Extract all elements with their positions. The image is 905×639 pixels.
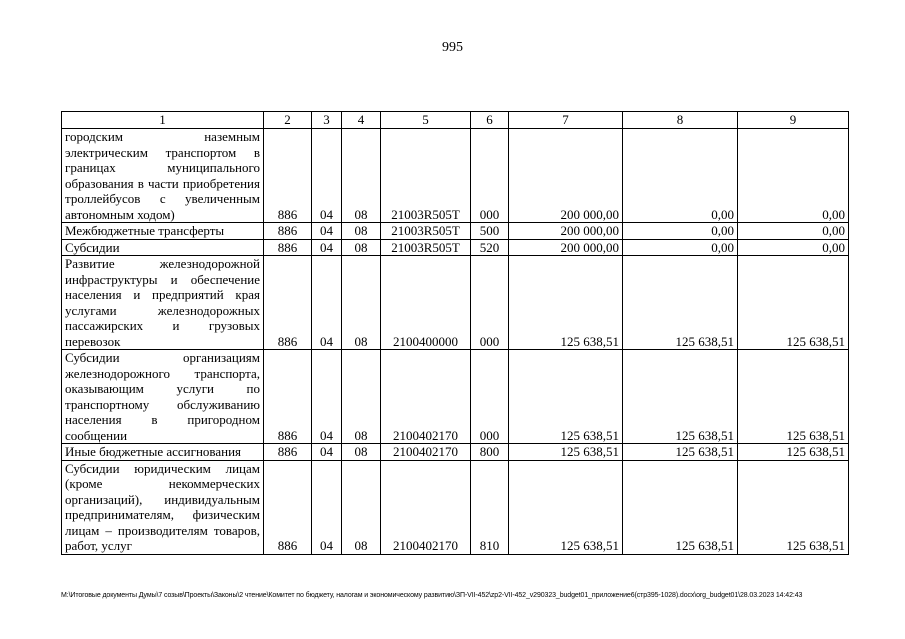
cell-amount-7: 200 000,00 <box>509 223 623 240</box>
column-header: 8 <box>623 112 738 129</box>
cell-amount-7: 200 000,00 <box>509 129 623 223</box>
row-name: Субсидии организациям железнодорожного транспорта, оказывающим услуги по транспортному обслуживанию населения в пригородном сообщении <box>62 350 264 444</box>
cell-target-article: 2100402170 <box>381 350 471 444</box>
cell-ministry: 886 <box>264 350 312 444</box>
cell-section: 04 <box>312 129 342 223</box>
table-row <box>62 350 849 444</box>
row-name: Развитие железнодорожной инфраструктуры и обеспечение населения и предприятий края услугами железнодорожных пассажирских и грузовых перевозок <box>62 256 264 350</box>
cell-subsection: 08 <box>342 350 381 444</box>
cell-target-article: 21003R505T <box>381 223 471 240</box>
cell-amount-7: 125 638,51 <box>509 256 623 350</box>
table-header-row <box>62 112 849 129</box>
column-header: 6 <box>471 112 509 129</box>
column-header: 7 <box>509 112 623 129</box>
cell-amount-9: 125 638,51 <box>738 444 849 461</box>
row-name: Субсидии юридическим лицам (кроме некоммерческих организаций), индивидуальным предпринимателям, физическим лицам – производителям товаров, работ, услуг <box>62 460 264 554</box>
cell-ministry: 886 <box>264 129 312 223</box>
cell-amount-8: 0,00 <box>623 223 738 240</box>
cell-amount-7: 200 000,00 <box>509 239 623 256</box>
cell-amount-8: 125 638,51 <box>623 444 738 461</box>
cell-amount-9: 125 638,51 <box>738 256 849 350</box>
document-footer-path: M:\Итоговые документы Думы\7 созыв\Проекты\Законы\2 чтение\Комитет по бюджету, налогам и экономическому развитию\ЗП-VII-452\zp2-VII-452_v290323_budget01_приложение6(стр395-1028).docx\org_budget01\28.03.2023 14:42:43 <box>61 592 803 599</box>
table-row <box>62 256 849 350</box>
column-header: 1 <box>62 112 264 129</box>
cell-subsection: 08 <box>342 460 381 554</box>
cell-section: 04 <box>312 239 342 256</box>
cell-expense-type: 000 <box>471 129 509 223</box>
cell-amount-7: 125 638,51 <box>509 460 623 554</box>
cell-subsection: 08 <box>342 223 381 240</box>
cell-section: 04 <box>312 223 342 240</box>
cell-subsection: 08 <box>342 129 381 223</box>
row-name: Межбюджетные трансферты <box>62 223 264 240</box>
cell-amount-7: 125 638,51 <box>509 350 623 444</box>
cell-ministry: 886 <box>264 223 312 240</box>
cell-expense-type: 810 <box>471 460 509 554</box>
cell-target-article: 21003R505T <box>381 129 471 223</box>
table-row <box>62 223 849 240</box>
cell-amount-9: 125 638,51 <box>738 460 849 554</box>
cell-ministry: 886 <box>264 256 312 350</box>
cell-target-article: 2100400000 <box>381 256 471 350</box>
cell-ministry: 886 <box>264 460 312 554</box>
cell-target-article: 21003R505T <box>381 239 471 256</box>
cell-section: 04 <box>312 350 342 444</box>
row-name: Субсидии <box>62 239 264 256</box>
column-header: 5 <box>381 112 471 129</box>
cell-target-article: 2100402170 <box>381 460 471 554</box>
table-row <box>62 444 849 461</box>
cell-ministry: 886 <box>264 444 312 461</box>
row-name: городским наземным электрическим транспортом в границах муниципального образования в части приобретения троллейбусов с увеличенным автономным ходом) <box>62 129 264 223</box>
cell-target-article: 2100402170 <box>381 444 471 461</box>
cell-amount-8: 125 638,51 <box>623 256 738 350</box>
column-header: 3 <box>312 112 342 129</box>
cell-amount-9: 0,00 <box>738 239 849 256</box>
cell-subsection: 08 <box>342 444 381 461</box>
budget-table <box>61 111 849 555</box>
cell-section: 04 <box>312 444 342 461</box>
table-row <box>62 239 849 256</box>
row-name: Иные бюджетные ассигнования <box>62 444 264 461</box>
page-number: 995 <box>442 40 463 55</box>
column-header: 9 <box>738 112 849 129</box>
cell-amount-8: 125 638,51 <box>623 350 738 444</box>
cell-amount-9: 125 638,51 <box>738 350 849 444</box>
cell-amount-7: 125 638,51 <box>509 444 623 461</box>
cell-ministry: 886 <box>264 239 312 256</box>
column-header: 2 <box>264 112 312 129</box>
cell-section: 04 <box>312 460 342 554</box>
table-row <box>62 129 849 223</box>
cell-amount-9: 0,00 <box>738 129 849 223</box>
cell-subsection: 08 <box>342 256 381 350</box>
cell-expense-type: 500 <box>471 223 509 240</box>
cell-section: 04 <box>312 256 342 350</box>
table-row <box>62 460 849 554</box>
cell-amount-8: 0,00 <box>623 129 738 223</box>
cell-expense-type: 000 <box>471 350 509 444</box>
cell-amount-8: 125 638,51 <box>623 460 738 554</box>
cell-subsection: 08 <box>342 239 381 256</box>
cell-expense-type: 800 <box>471 444 509 461</box>
cell-amount-9: 0,00 <box>738 223 849 240</box>
cell-amount-8: 0,00 <box>623 239 738 256</box>
column-header: 4 <box>342 112 381 129</box>
cell-expense-type: 000 <box>471 256 509 350</box>
cell-expense-type: 520 <box>471 239 509 256</box>
